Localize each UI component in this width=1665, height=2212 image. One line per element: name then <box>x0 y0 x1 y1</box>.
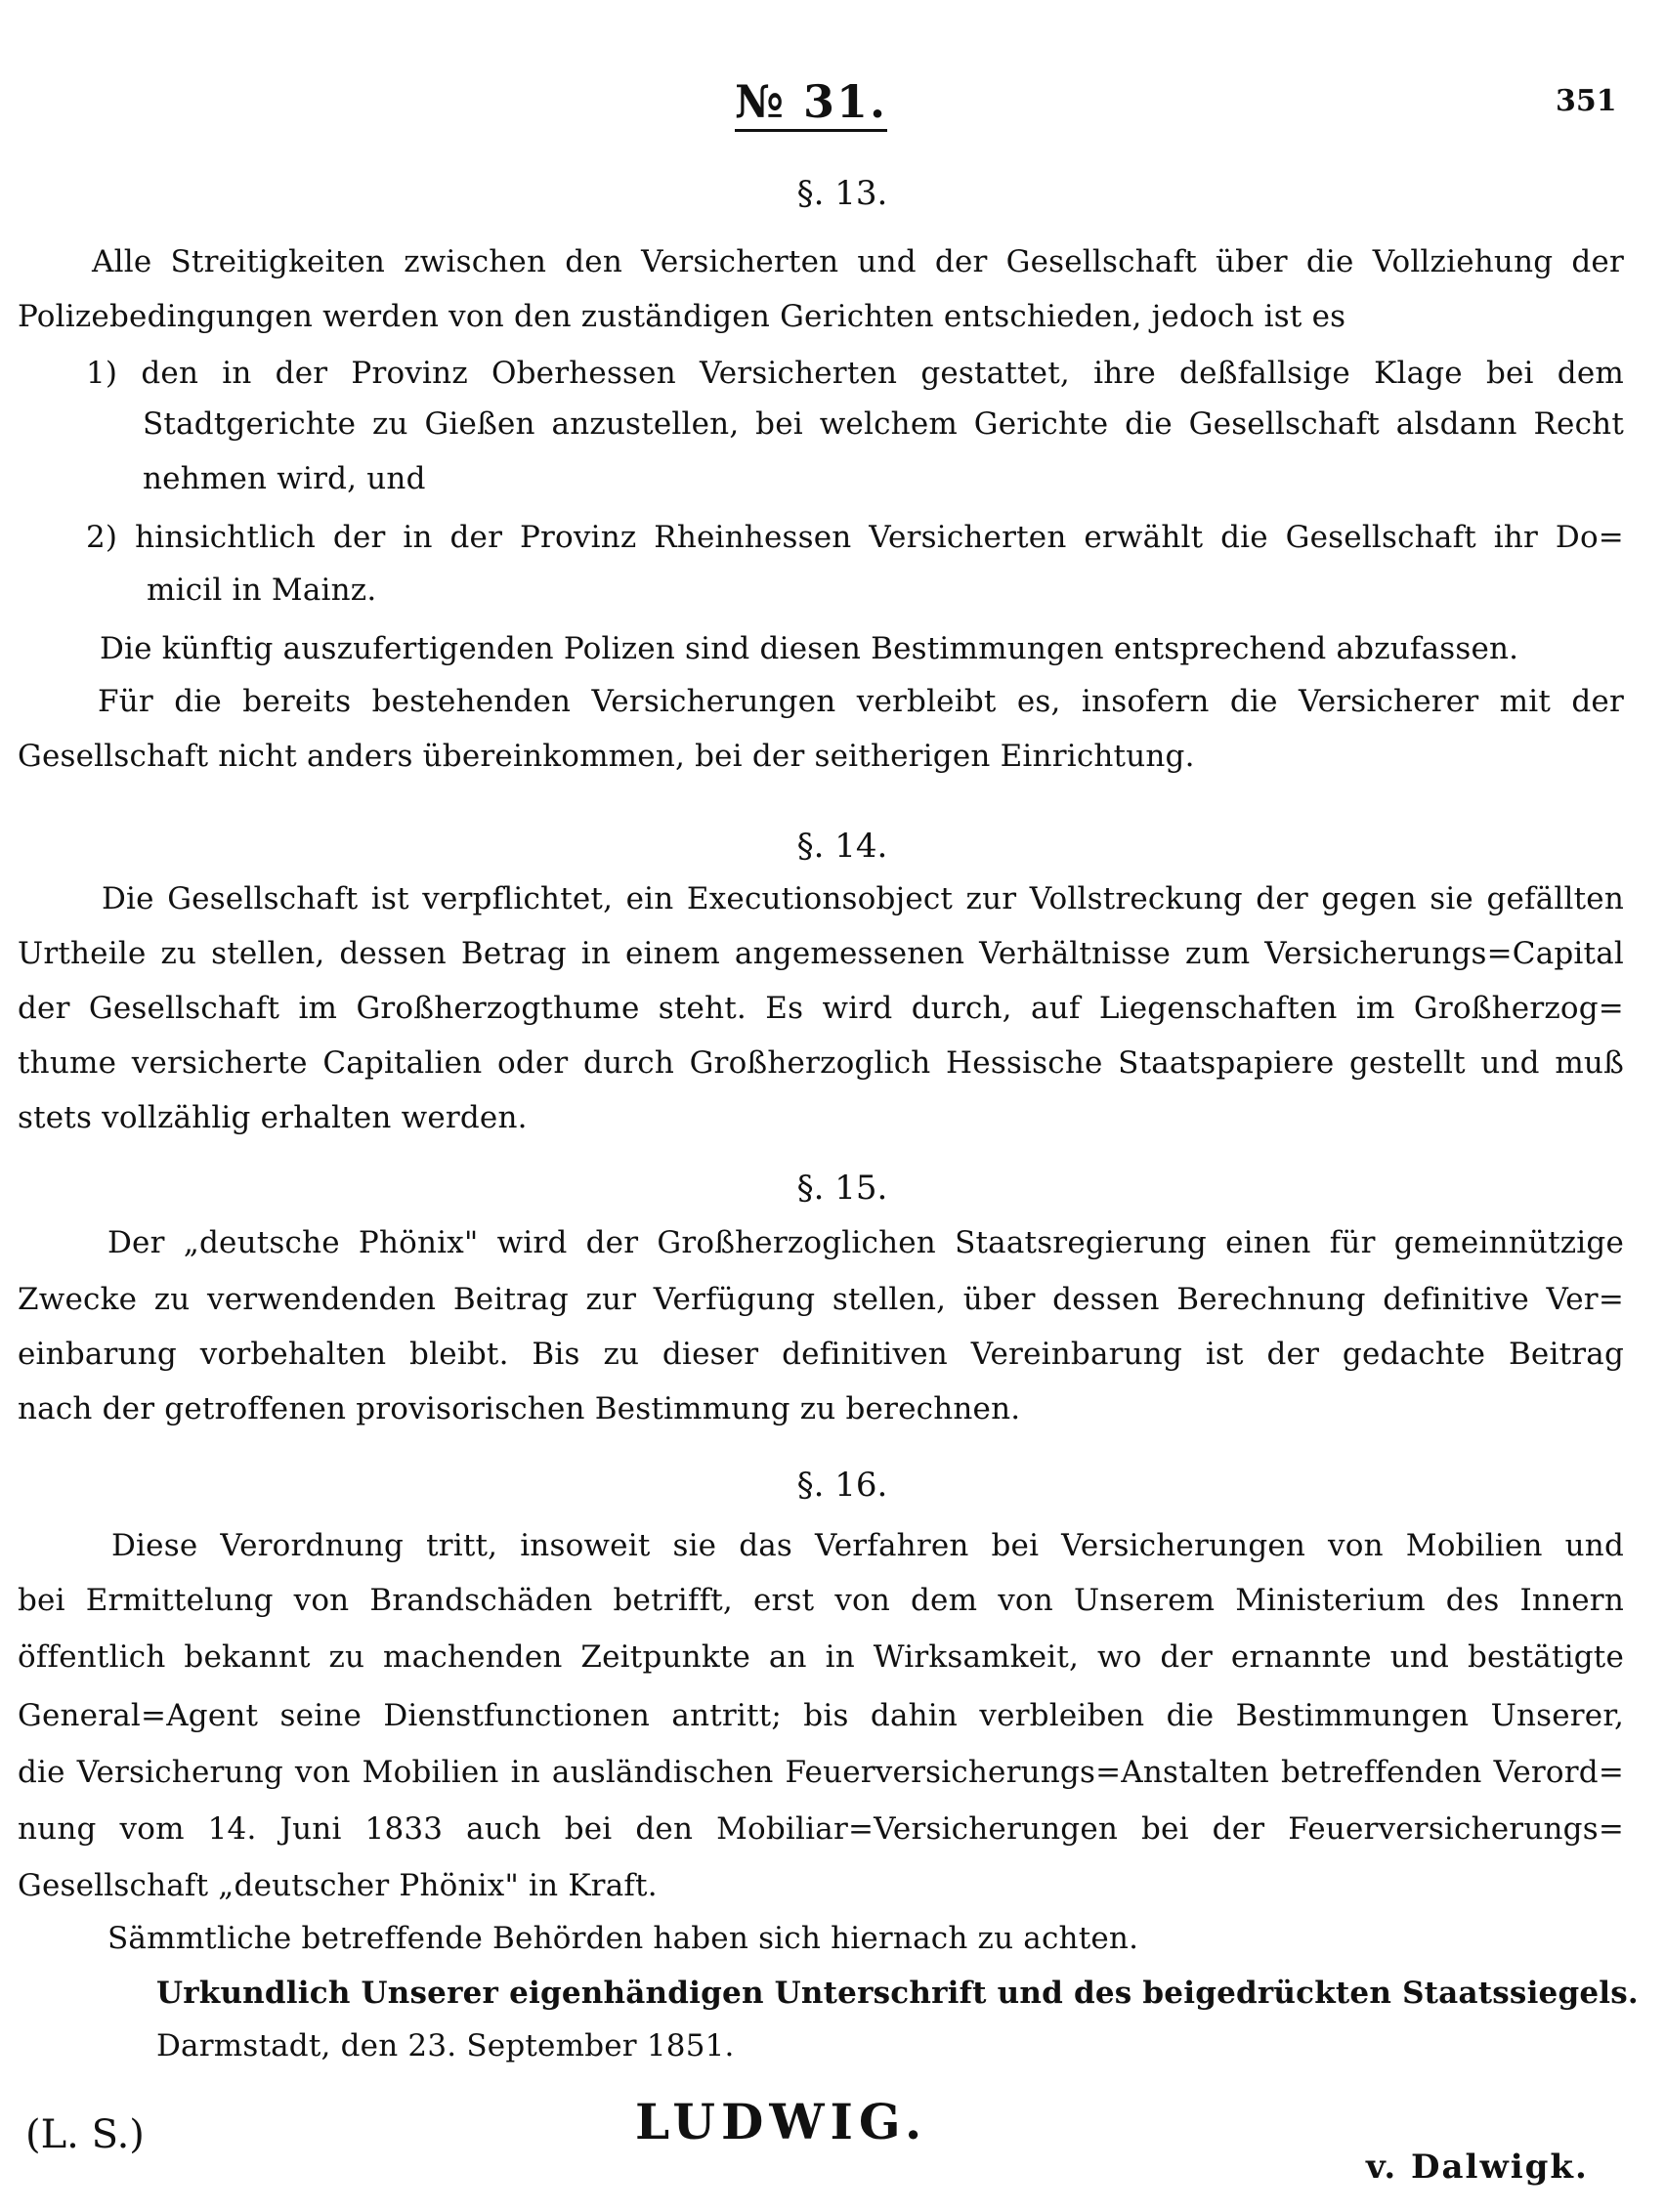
text-line: Zwecke zu verwendenden Beitrag zur Verfügung stellen, über dessen Berechnung definitive Ver= <box>18 1282 1624 1317</box>
text-line: Urkundlich Unserer eigenhändigen Unterschrift und des beigedrückten Staatssiegels. <box>156 1976 1639 2011</box>
text-line: nehmen wird, und <box>143 461 426 496</box>
issue-number: № 31. <box>735 76 887 132</box>
section-title-14: §. 14. <box>796 827 888 866</box>
text-line: Diese Verordnung tritt, insoweit sie das Verfahren bei Versicherungen von Mobilien und <box>111 1528 1624 1563</box>
text-line: Urtheile zu stellen, dessen Betrag in einem angemessenen Verhältnisse zum Versicherungs=Capital <box>18 936 1624 971</box>
text-line: stets vollzählig erhalten werden. <box>18 1100 528 1135</box>
text-line: micil in Mainz. <box>147 573 377 608</box>
text-line: General=Agent seine Dienstfunctionen antritt; bis dahin verbleiben die Bestimmungen Unserer, <box>18 1698 1624 1733</box>
text-line: öffentlich bekannt zu machenden Zeitpunkte an in Wirksamkeit, wo der ernannte und bestätigte <box>18 1639 1624 1675</box>
text-line: Die künftig auszufertigenden Polizen sind diesen Bestimmungen entsprechend abzufassen. <box>100 631 1519 666</box>
text-line: Sämmtliche betreffende Behörden haben sich hiernach zu achten. <box>107 1921 1139 1956</box>
text-line: Die Gesellschaft ist verpflichtet, ein Executionsobject zur Vollstreckung der gegen sie gefällten <box>102 881 1624 916</box>
text-line: einbarung vorbehalten bleibt. Bis zu dieser definitiven Vereinbarung ist der gedachte Beitrag <box>18 1337 1624 1372</box>
page-number: 351 <box>1556 84 1617 118</box>
signature-minister: v. Dalwigk. <box>1366 2148 1589 2187</box>
text-line: Gesellschaft nicht anders übereinkommen, bei der seitherigen Einrichtung. <box>18 739 1195 774</box>
text-line: nung vom 14. Juni 1833 auch bei den Mobiliar=Versicherungen bei der Feuerversicherungs= <box>18 1811 1624 1847</box>
text-line: Der „deutsche Phönix" wird der Großherzoglichen Staatsregierung einen für gemeinnützige <box>107 1225 1624 1260</box>
text-line: thume versicherte Capitalien oder durch Großherzoglich Hessische Staatspapiere gestellt und muß <box>18 1045 1624 1081</box>
signature-sovereign: LUDWIG. <box>635 2093 928 2150</box>
list-item-1: 1) den in der Provinz Oberhessen Versicherten gestattet, ihre deßfallsige Klage bei dem <box>86 356 1624 391</box>
text-line: Gesellschaft „deutscher Phönix" in Kraft. <box>18 1868 658 1903</box>
text-line: der Gesellschaft im Großherzogthume steht. Es wird durch, auf Liegenschaften im Großherzog= <box>18 991 1624 1026</box>
section-title-15: §. 15. <box>796 1169 888 1208</box>
list-item-2: 2) hinsichtlich der in der Provinz Rheinhessen Versicherten erwählt die Gesellschaft ihr Do= <box>86 520 1624 555</box>
text-line: Alle Streitigkeiten zwischen den Versicherten und der Gesellschaft über die Vollziehung der <box>92 244 1624 279</box>
seal-mark: (L. S.) <box>25 2112 145 2157</box>
section-title-13: §. 13. <box>796 174 888 213</box>
text-line: Für die bereits bestehenden Versicherungen verbleibt es, insofern die Versicherer mit der <box>98 684 1624 719</box>
text-line: bei Ermittelung von Brandschäden betrifft, erst von dem von Unserem Ministerium des Innern <box>18 1583 1624 1618</box>
section-title-16: §. 16. <box>796 1466 888 1505</box>
place-date-line: Darmstadt, den 23. September 1851. <box>156 2028 735 2063</box>
text-line: Stadtgerichte zu Gießen anzustellen, bei welchem Gerichte die Gesellschaft alsdann Recht <box>143 406 1624 442</box>
text-line: nach der getroffenen provisorischen Bestimmung zu berechnen. <box>18 1391 1021 1426</box>
text-line: Polizebedingungen werden von den zuständigen Gerichten entschieden, jedoch ist es <box>18 299 1346 334</box>
text-line: die Versicherung von Mobilien in ausländischen Feuerversicherungs=Anstalten betreffenden Verord= <box>18 1755 1624 1790</box>
